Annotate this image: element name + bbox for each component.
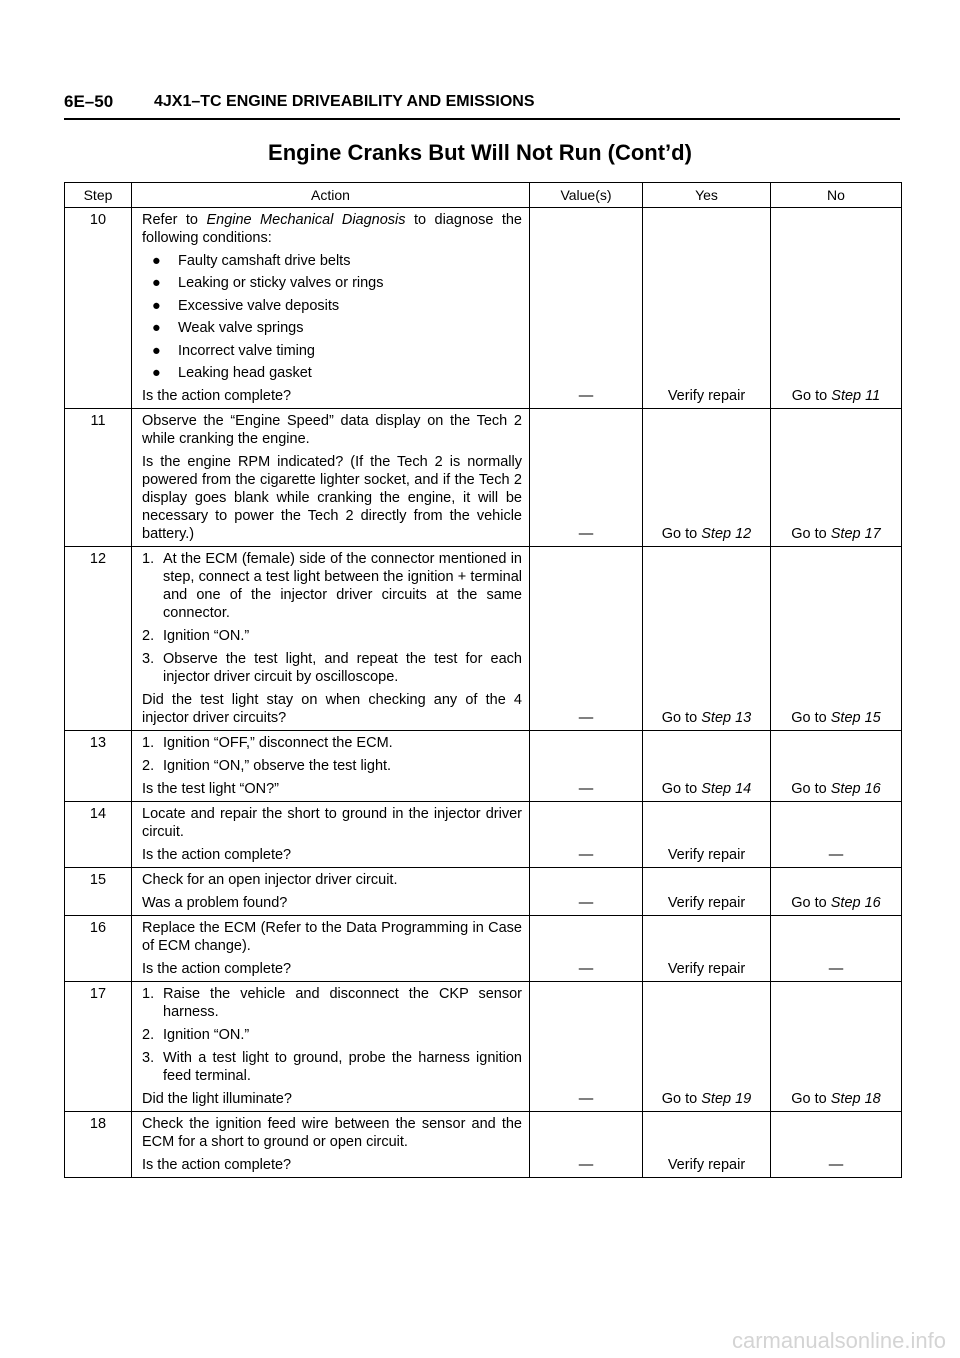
- value-cell: —: [530, 915, 643, 981]
- list-item: [142, 297, 522, 315]
- value-cell: —: [530, 867, 643, 915]
- table-row: [65, 408, 902, 546]
- value-cell: —: [530, 981, 643, 1111]
- procedure-steps: [142, 550, 522, 686]
- no-cell: [771, 730, 902, 801]
- step-number: 14: [65, 801, 132, 867]
- text-run: Verify repair: [667, 1156, 746, 1173]
- yes-cell: [643, 1111, 771, 1177]
- text-run: Go to: [791, 780, 831, 797]
- step-index: 2.: [142, 1026, 155, 1043]
- text-run: Ignition “ON.”: [163, 627, 250, 644]
- bullet-icon: ●: [152, 364, 161, 381]
- list-item: [142, 319, 522, 337]
- text-run: Check for an open injector driver circuit.: [142, 871, 398, 888]
- step-index: 3.: [142, 1049, 155, 1066]
- step-number: 16: [65, 915, 132, 981]
- text-run: Leaking or sticky valves or rings: [178, 275, 384, 292]
- text-run: Is the action complete?: [142, 387, 292, 404]
- text-run: Go to: [661, 525, 702, 542]
- text-run: Go to: [791, 387, 832, 404]
- procedure-steps: [142, 985, 522, 1085]
- step-number: 11: [65, 408, 132, 546]
- yes-cell: [643, 408, 771, 546]
- value-cell: —: [530, 408, 643, 546]
- table-row: [65, 801, 902, 867]
- text-run: Refer to: [142, 212, 207, 228]
- step-reference: Step 13: [701, 709, 752, 726]
- text-run: Verify repair: [667, 894, 746, 911]
- value-cell: —: [530, 730, 643, 801]
- table-row: [65, 730, 902, 801]
- action-text: [142, 387, 522, 405]
- value-cell: —: [530, 208, 643, 409]
- action-text: [142, 1090, 522, 1108]
- list-item: [142, 1049, 522, 1085]
- action-cell: [132, 408, 530, 546]
- action-text: [142, 211, 522, 247]
- action-text: [142, 1156, 522, 1174]
- action-text: [142, 453, 522, 543]
- table-row: [65, 867, 902, 915]
- action-text: [142, 894, 522, 912]
- no-cell: [771, 408, 902, 546]
- text-run: Ignition “ON.”: [163, 1026, 250, 1043]
- step-reference: Step 16: [830, 780, 881, 797]
- text-run: Go to: [661, 780, 702, 797]
- action-text: [142, 805, 522, 841]
- col-header-no: No: [771, 183, 902, 208]
- step-reference: Step 18: [830, 1090, 881, 1107]
- text-run: Is the test light “ON?”: [142, 780, 279, 797]
- action-text: [142, 919, 522, 955]
- text-run: Verify repair: [667, 846, 746, 863]
- no-cell: [771, 801, 902, 867]
- page-number: 6E–50: [64, 92, 114, 111]
- list-item: [142, 252, 522, 270]
- yes-cell: [643, 981, 771, 1111]
- bullet-icon: ●: [152, 253, 161, 269]
- text-run: Go to: [791, 894, 831, 911]
- list-item: [142, 757, 522, 775]
- action-cell: [132, 1111, 530, 1177]
- no-cell: [771, 208, 902, 409]
- col-header-action: Action: [132, 183, 530, 208]
- no-cell: [771, 546, 902, 730]
- step-reference: Step 11: [831, 387, 881, 404]
- list-item: [142, 364, 522, 382]
- page-title: Engine Cranks But Will Not Run (Cont’d): [268, 140, 692, 165]
- text-run: Check the ignition feed wire between the sensor and the ECM for a short to ground or open circuit.: [142, 1115, 522, 1150]
- text-run: Did the light illuminate?: [142, 1090, 292, 1107]
- text-run: Is the engine RPM indicated? (If the Tech 2 is normally powered from the cigarette lighter socket, and if the Tech 2 display goes blank while cranking the engine, it will be necessary to power the Tech 2 directly from the vehicle battery.): [142, 453, 522, 542]
- list-item: [142, 650, 522, 686]
- text-run: Ignition “OFF,” disconnect the ECM.: [163, 734, 393, 751]
- table-body: [65, 208, 902, 1178]
- no-cell: [771, 981, 902, 1111]
- action-text: [142, 960, 522, 978]
- list-item: [142, 342, 522, 360]
- list-item: [142, 1026, 522, 1044]
- procedure-steps: [142, 734, 522, 775]
- text-run: Locate and repair the short to ground in the injector driver circuit.: [142, 805, 522, 840]
- list-item: [142, 627, 522, 645]
- table-header-row: [65, 183, 902, 208]
- col-header-step: Step: [65, 183, 132, 208]
- action-cell: [132, 546, 530, 730]
- text-run: Is the action complete?: [142, 960, 292, 977]
- text-run: Go to: [661, 1090, 702, 1107]
- step-number: 12: [65, 546, 132, 730]
- list-item: [142, 550, 522, 622]
- text-run: Leaking head gasket: [178, 364, 312, 381]
- step-number: 17: [65, 981, 132, 1111]
- step-index: 1.: [142, 550, 155, 567]
- col-header-yes: Yes: [643, 183, 771, 208]
- text-run: Go to: [791, 709, 831, 726]
- yes-cell: [643, 867, 771, 915]
- text-run: Incorrect valve timing: [178, 342, 315, 359]
- yes-cell: [643, 801, 771, 867]
- step-index: 1.: [142, 734, 155, 751]
- step-number: 10: [65, 208, 132, 409]
- value-cell: —: [530, 1111, 643, 1177]
- text-run: Go to: [791, 525, 831, 542]
- text-run: Observe the “Engine Speed” data display on the Tech 2 while cranking the engine.: [142, 412, 522, 447]
- no-cell: [771, 1111, 902, 1177]
- text-run: to diagnose the following conditions:: [142, 212, 522, 246]
- no-cell: [771, 915, 902, 981]
- step-reference: Step 17: [830, 525, 881, 542]
- action-cell: [132, 208, 530, 409]
- action-text: [142, 780, 522, 798]
- text-run: Verify repair: [667, 387, 746, 404]
- text-run: —: [828, 960, 844, 977]
- action-text: [142, 691, 522, 727]
- text-run: Faulty camshaft drive belts: [178, 253, 351, 269]
- list-item: [142, 734, 522, 752]
- text-run: —: [828, 846, 844, 863]
- action-cell: [132, 981, 530, 1111]
- text-run: Go to: [791, 1090, 831, 1107]
- text-run: At the ECM (female) side of the connector mentioned in step, connect a test light between the ignition + terminal and one of the injector driver circuits at the same connector.: [163, 550, 522, 621]
- col-header-values: Value(s): [530, 183, 643, 208]
- yes-cell: [643, 208, 771, 409]
- list-item: [142, 274, 522, 292]
- step-reference: Step 15: [830, 709, 881, 726]
- step-index: 3.: [142, 650, 155, 667]
- action-cell: [132, 730, 530, 801]
- step-index: 2.: [142, 627, 155, 644]
- text-run: Is the action complete?: [142, 1156, 292, 1173]
- step-index: 2.: [142, 757, 155, 774]
- bullet-icon: ●: [152, 342, 161, 359]
- bullet-icon: ●: [152, 297, 161, 314]
- step-reference: Step 12: [701, 525, 752, 542]
- text-run: Is the action complete?: [142, 846, 292, 863]
- value-cell: —: [530, 546, 643, 730]
- action-text: [142, 412, 522, 448]
- step-number: 18: [65, 1111, 132, 1177]
- step-reference: Engine Mechanical Diagnosis: [206, 212, 406, 228]
- bullet-icon: ●: [152, 320, 161, 337]
- step-number: 13: [65, 730, 132, 801]
- table-row: [65, 1111, 902, 1177]
- text-run: Was a problem found?: [142, 894, 288, 911]
- table-row: [65, 546, 902, 730]
- text-run: Raise the vehicle and disconnect the CKP sensor harness.: [163, 985, 522, 1020]
- text-run: Weak valve springs: [178, 320, 304, 337]
- step-reference: Step 16: [830, 894, 881, 911]
- watermark: carmanualsonline.info: [731, 1328, 946, 1353]
- table-row: [65, 915, 902, 981]
- value-cell: —: [530, 801, 643, 867]
- text-run: Did the test light stay on when checking any of the 4 injector driver circuits?: [142, 691, 522, 726]
- action-cell: [132, 801, 530, 867]
- yes-cell: [643, 730, 771, 801]
- section-title: 4JX1–TC ENGINE DRIVEABILITY AND EMISSIONS: [154, 93, 535, 110]
- step-reference: Step 14: [701, 780, 752, 797]
- condition-list: [142, 252, 522, 382]
- list-item: [142, 985, 522, 1021]
- text-run: Ignition “ON,” observe the test light.: [163, 757, 392, 774]
- yes-cell: [643, 546, 771, 730]
- step-number: 15: [65, 867, 132, 915]
- diagnostic-table: [64, 182, 902, 1178]
- action-cell: [132, 867, 530, 915]
- yes-cell: [643, 915, 771, 981]
- text-run: Excessive valve deposits: [178, 297, 340, 314]
- page-header: [64, 90, 900, 120]
- text-run: Replace the ECM (Refer to the Data Programming in Case of ECM change).: [142, 919, 522, 954]
- action-text: [142, 1115, 522, 1151]
- action-text: [142, 871, 522, 889]
- text-run: —: [828, 1156, 844, 1173]
- text-run: Go to: [661, 709, 702, 726]
- text-run: With a test light to ground, probe the harness ignition feed terminal.: [163, 1049, 522, 1084]
- bullet-icon: ●: [152, 275, 161, 292]
- action-text: [142, 846, 522, 864]
- table-row: [65, 208, 902, 409]
- no-cell: [771, 867, 902, 915]
- step-reference: Step 19: [701, 1090, 752, 1107]
- table-row: [65, 981, 902, 1111]
- text-run: Observe the test light, and repeat the test for each injector driver circuit by oscilloscope.: [163, 650, 522, 685]
- step-index: 1.: [142, 985, 155, 1002]
- action-cell: [132, 915, 530, 981]
- text-run: Verify repair: [667, 960, 746, 977]
